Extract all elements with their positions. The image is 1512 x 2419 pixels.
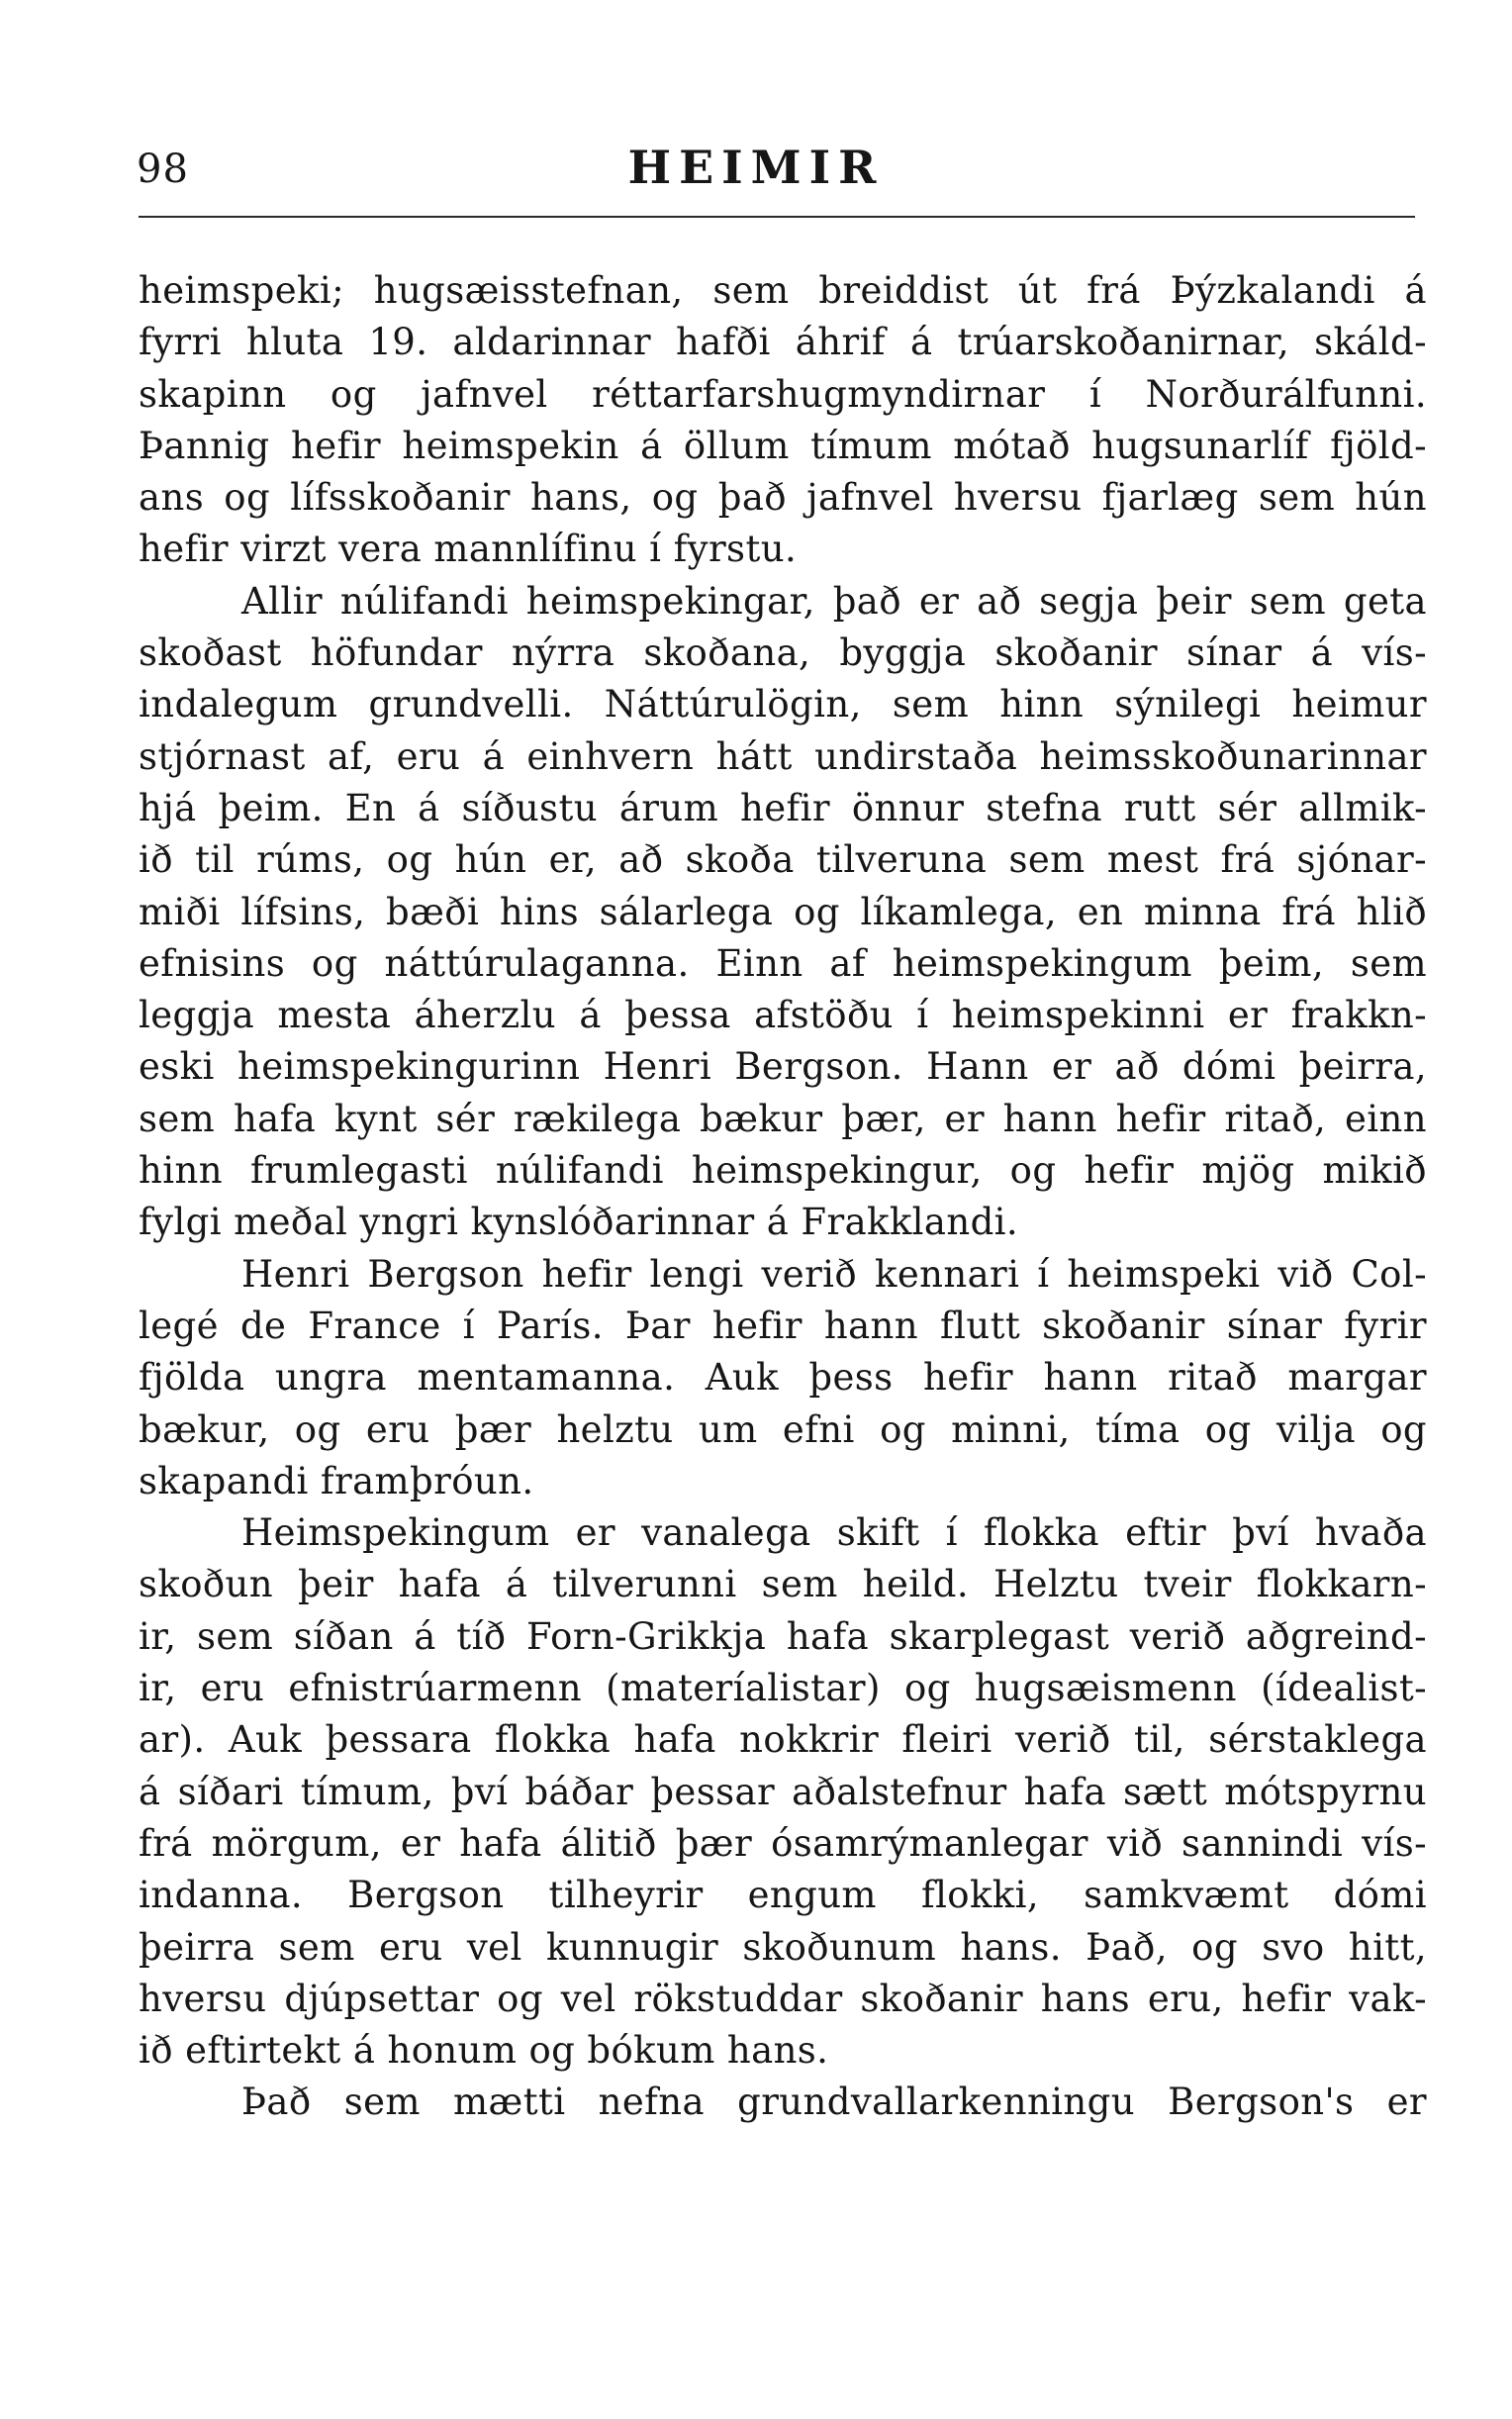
text-line: sem hafa kynt sér rækilega bækur þær, er hann hefir ritað, einn [139, 1097, 1427, 1140]
text-line: Þannig hefir heimspekin á öllum tímum mótað hugsunarlíf fjöld- [139, 424, 1427, 467]
text-line: legé de France í París. Þar hefir hann flutt skoðanir sínar fyrir [139, 1304, 1427, 1347]
text-line: Allir núlifandi heimspekingar, það er að segja þeir sem geta [241, 579, 1427, 623]
body-text [139, 265, 1427, 2129]
text-line: á síðari tímum, því báðar þessar aðalstefnur hafa sætt mótspyrnu [139, 1770, 1427, 1813]
text-line: eski heimspekingurinn Henri Bergson. Hann er að dómi þeirra, [139, 1045, 1427, 1089]
text-line: Heimspekingum er vanalega skift í flokka eftir því hvaða [241, 1511, 1427, 1555]
text-line: heimspeki; hugsæisstefnan, sem breiddist út frá Þýzkalandi á [139, 269, 1427, 312]
text-line: fjölda ungra mentamanna. Auk þess hefir hann ritað margar [139, 1356, 1427, 1400]
text-line: skapandi framþróun. [139, 1459, 534, 1502]
text-line: stjórnast af, eru á einhvern hátt undirstaða heimsskoðunarinnar [139, 734, 1427, 778]
text-line: indanna. Bergson tilheyrir engum flokki, samkvæmt dómi [139, 1874, 1427, 1917]
text-line: ar). Auk þessara flokka hafa nokkrir fleiri verið til, sérstaklega [139, 1718, 1427, 1762]
running-head-title: HEIMIR [627, 141, 885, 194]
text-line: þeirra sem eru vel kunnugir skoðunum hans. Það, og svo hitt, [139, 1925, 1427, 1969]
text-line: ið til rúms, og hún er, að skoða tilveruna sem mest frá sjónar- [139, 838, 1427, 882]
text-line: Henri Bergson hefir lengi verið kennari í heimspeki við Col- [241, 1252, 1427, 1296]
text-line: leggja mesta áherzlu á þessa afstöðu í heimspekinni er frakkn- [139, 994, 1427, 1037]
text-line: ir, sem síðan á tíð Forn-Grikkja hafa skarplegast verið aðgreind- [139, 1614, 1427, 1658]
text-line: skapinn og jafnvel réttarfarshugmyndirnar í Norðurálfunni. [139, 372, 1427, 416]
text-line: Það sem mætti nefna grundvallarkenningu Bergson's er [241, 2080, 1427, 2124]
text-line: skoðast höfundar nýrra skoðana, byggja skoðanir sínar á vís- [139, 631, 1427, 675]
text-line: hefir virzt vera mannlífinu í fyrstu. [139, 528, 798, 571]
header-rule [139, 216, 1415, 218]
text-line: bækur, og eru þær helztu um efni og minni, tíma og vilja og [139, 1407, 1427, 1451]
text-line: skoðun þeir hafa á tilverunni sem heild. Helztu tveir flokkarn- [139, 1563, 1427, 1606]
text-line: frá mörgum, er hafa álitið þær ósamrýmanlegar við sannindi vís- [139, 1821, 1427, 1865]
text-line: fyrri hluta 19. aldarinnar hafði áhrif á trúarskoðanirnar, skáld- [139, 321, 1427, 364]
text-line: indalegum grundvelli. Náttúrulögin, sem hinn sýnilegi heimur [139, 683, 1427, 726]
text-line: hinn frumlegasti núlifandi heimspekingur, og hefir mjög mikið [139, 1149, 1427, 1193]
text-line: efnisins og náttúrulaganna. Einn af heimspekingum þeim, sem [139, 941, 1427, 985]
text-line: ir, eru efnistrúarmenn (materíalistar) og hugsæismenn (ídealist- [139, 1667, 1427, 1710]
text-line: hjá þeim. En á síðustu árum hefir önnur stefna rutt sér allmik- [139, 786, 1427, 829]
text-line: miði lífsins, bæði hins sálarlega og líkamlega, en minna frá hlið [139, 890, 1427, 933]
text-line: fylgi meðal yngri kynslóðarinnar á Frakklandi. [139, 1201, 1019, 1244]
text-line: ans og lífsskoðanir hans, og það jafnvel hversu fjarlæg sem hún [139, 476, 1427, 520]
page-number: 98 [137, 146, 189, 192]
text-line: hversu djúpsettar og vel rökstuddar skoðanir hans eru, hefir vak- [139, 1977, 1427, 2020]
text-line: ið eftirtekt á honum og bókum hans. [139, 2029, 829, 2073]
